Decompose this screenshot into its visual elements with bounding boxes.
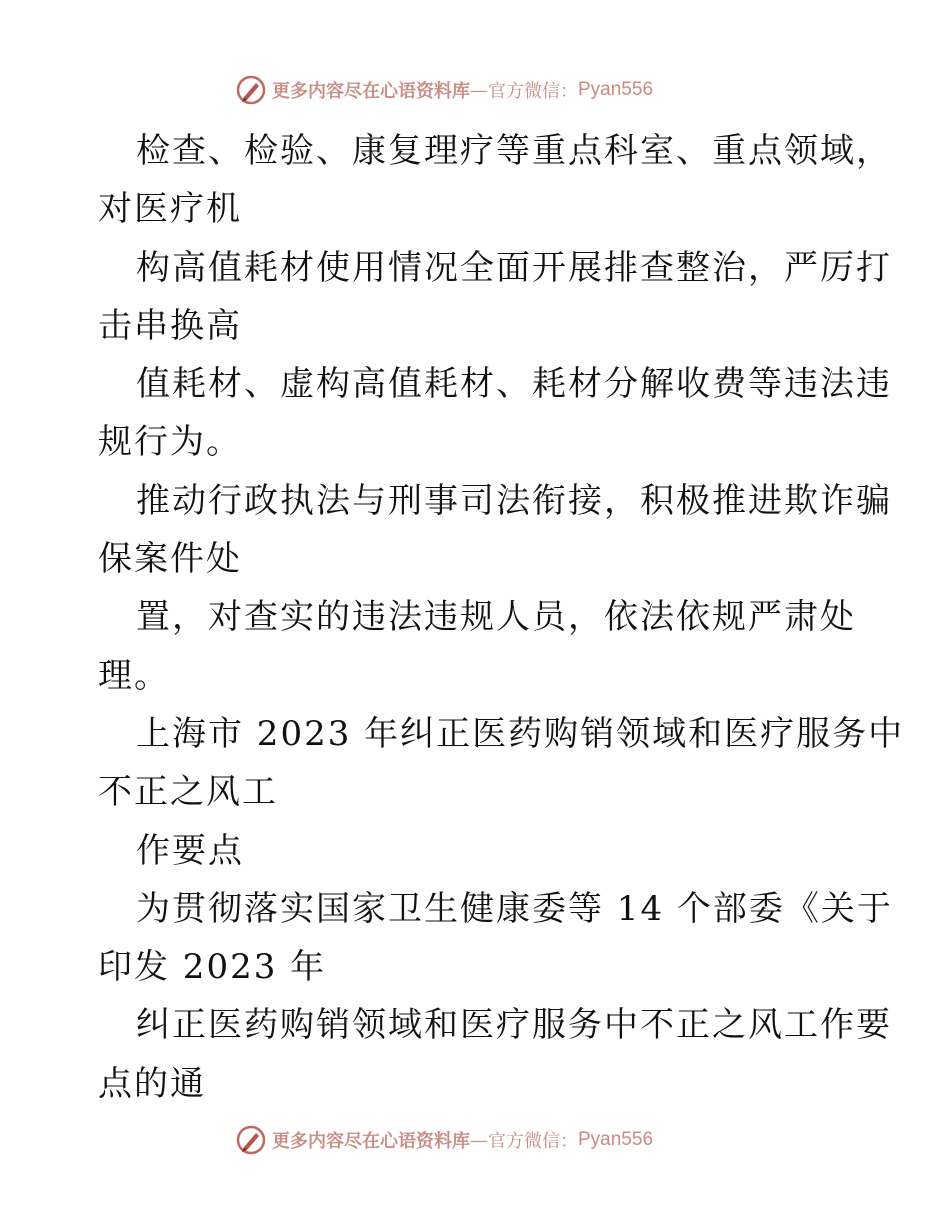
watermark-side-text: 官方微信：	[488, 1131, 578, 1152]
text-line: 置，对查实的违法违规人员，依法依规严肃处	[136, 597, 856, 638]
watermark-main-text: 更多内容尽在心语资料库	[272, 81, 470, 102]
watermark-separator: —	[470, 79, 488, 101]
watermark-main-text: 更多内容尽在心语资料库	[272, 1131, 470, 1152]
text-line: 作要点	[136, 830, 244, 871]
text-line: 不正之风工	[98, 772, 278, 813]
text-line: 理。	[98, 655, 170, 696]
pen-logo-icon	[236, 75, 266, 105]
text-line: 保案件处	[98, 539, 242, 580]
text-line: 上海市 2023 年纠正医药购销领域和医疗服务中	[136, 713, 905, 754]
text-line: 为贯彻落实国家卫生健康委等 14 个部委《关于	[136, 888, 893, 929]
text-line: 击串换高	[98, 305, 242, 346]
header-watermark	[236, 74, 653, 106]
watermark-side-text: 官方微信：	[488, 81, 578, 102]
pen-logo-icon	[236, 1125, 266, 1155]
text-line: 点的通	[98, 1063, 206, 1104]
text-line: 构高值耗材使用情况全面开展排查整治，严厉打	[136, 247, 892, 288]
text-line: 推动行政执法与刑事司法衔接，积极推进欺诈骗	[136, 480, 892, 521]
text-line: 规行为。	[98, 422, 242, 463]
text-line: 纠正医药购销领域和医疗服务中不正之风工作要	[136, 1005, 892, 1046]
text-line: 值耗材、虚构高值耗材、耗材分解收费等违法违	[136, 364, 892, 405]
text-line: 对医疗机	[98, 189, 242, 230]
text-line: 检查、检验、康复理疗等重点科室、重点领域，	[136, 131, 892, 171]
footer-watermark	[236, 1124, 653, 1156]
document-body	[98, 122, 905, 1113]
watermark-separator: —	[470, 1129, 488, 1151]
watermark-account: Pyan556	[578, 1129, 654, 1150]
text-line: 印发 2023 年	[98, 947, 327, 988]
watermark-account: Pyan556	[578, 79, 654, 100]
